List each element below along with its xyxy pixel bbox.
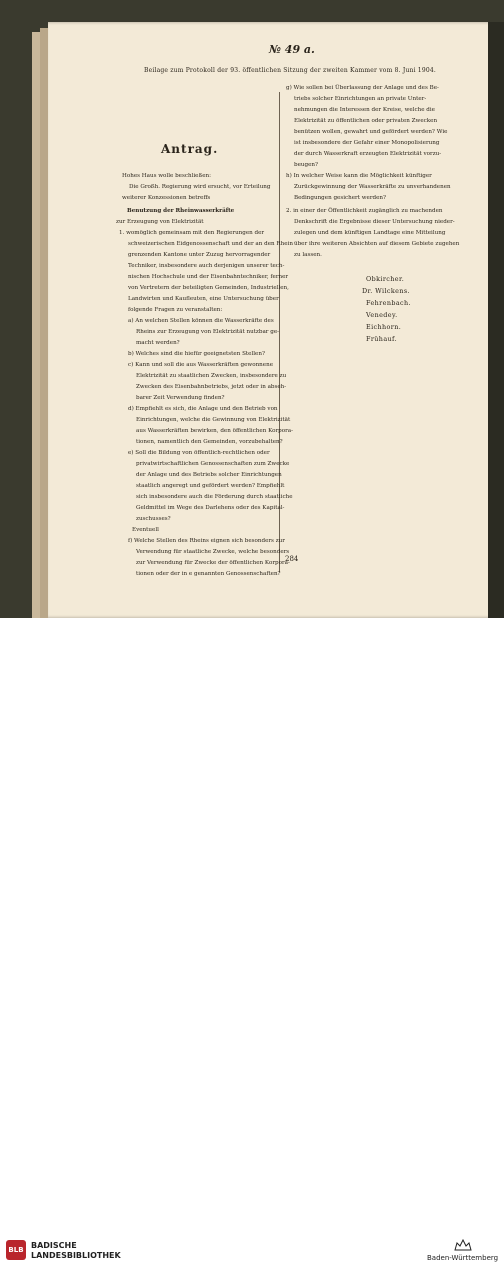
text-line: Geldmittel im Wege des Darlehens oder des Kapital- (136, 505, 285, 511)
signature-line: Fehrenbach. (366, 299, 411, 307)
text-line: h) In welcher Weise kann die Möglichkeit künftiger (286, 173, 432, 179)
text-line: zur Verwendung für Zwecke der öffentlichen Korpora- (136, 560, 290, 566)
text-line: 2. in einer der Öffentlichkeit zugänglich zu machenden (286, 208, 443, 214)
text-line: Rheins zur Erzeugung von Elektrizität nutzbar ge- (136, 329, 280, 335)
text-line: Eventuell (132, 527, 159, 533)
text-line: tionen oder der in e genannten Genossenschaften? (136, 571, 281, 577)
blb-logo[interactable] (6, 1240, 26, 1260)
library-name-line2: LANDESBIBLIOTHEK (31, 1251, 121, 1260)
text-line: der durch Wasserkraft erzeugten Elektrizität vorzu- (294, 151, 442, 157)
text-line: nehmungen die Interessen der Kreise, welche die (294, 107, 435, 113)
text-line: Techniker, insbesondere auch derjenigen unserer tech- (128, 263, 285, 269)
text-line: c) Kann und soll die aus Wasserkräften gewonnene (128, 362, 273, 368)
text-line: grenzenden Kantone unter Zuzug hervorragender (128, 252, 271, 258)
text-line: Hohes Haus wolle beschließen: (122, 173, 212, 179)
signature-line: Eichhorn. (366, 323, 402, 331)
page-number: 284 (285, 555, 299, 563)
text-line: e) Soll die Bildung von öffentlich-rechtlichen oder (128, 450, 270, 456)
text-line: a) An welchen Stellen können die Wasserkräfte des (128, 318, 274, 324)
text-line: 1. womöglich gemeinsam mit den Regierungen der (119, 230, 265, 236)
text-line: benützen wollen, gewahrt und gefördert werden? Wie (294, 129, 448, 135)
text-line: zu lassen. (294, 252, 322, 258)
scan-background-edge (488, 22, 504, 618)
text-line: f) Welche Stellen des Rheins eignen sich besonders zur (128, 538, 285, 544)
signature-line: Venedey. (366, 311, 398, 319)
text-line: von Vertretern der beteiligten Gemeinden, Industriellen, (128, 285, 289, 291)
text-line: zulegen und dem künftigen Landtage eine Mitteilung (294, 230, 446, 236)
text-line: Elektrizität zu öffentlichen oder privaten Zwecken (294, 118, 438, 124)
library-name-line1: BADISCHE (31, 1241, 77, 1250)
scanned-page-photo (0, 0, 504, 618)
text-line: Einrichtungen, welche die Gewinnung von Elektrizität (136, 417, 291, 423)
text-line: Elektrizität zu staatlichen Zwecken, insbesondere zu (136, 373, 287, 379)
text-line: nischen Hochschule und der Eisenbahntechniker, ferner (128, 274, 289, 280)
text-line: zur Erzeugung von Elektrizität (116, 219, 204, 225)
text-line: macht werden? (136, 340, 180, 346)
signature-line: Dr. Wilckens. (362, 287, 410, 295)
footer-bar (0, 618, 504, 1262)
signature-line: Frühauf. (366, 335, 398, 343)
text-line: Zwecken des Eisenbahnbetriebs, jetzt oder in abseh- (136, 384, 287, 390)
motion-title: Antrag. (161, 142, 219, 156)
text-line: beugen? (294, 162, 318, 168)
text-line: ist insbesondere der Gefahr einer Monopolisierung (294, 140, 440, 146)
text-line: Verwendung für staatliche Zwecke, welche besonders (136, 549, 290, 555)
text-line: zuschusses? (136, 516, 171, 522)
text-line: b) Welches sind die hiefür geeignetsten Stellen? (128, 351, 265, 357)
text-line: Landwirten und Kaufleuten, eine Untersuchung über (128, 296, 279, 302)
blb-logo-text: BLB (8, 1246, 24, 1254)
text-line: über ihre weiteren Absichten auf diesem Gebiete zugehen (294, 241, 460, 247)
text-line: Bedingungen gesichert werden? (294, 195, 387, 201)
text-line: tionen, namentlich den Gemeinden, vorzubehalten? (136, 439, 283, 445)
text-line: aus Wasserkräften bewirken, den öffentlichen Korpora- (136, 428, 294, 434)
document-subheading: Beilage zum Protokoll der 93. öffentlichen Sitzung der zweiten Kammer vom 8. Juni 1904. (144, 67, 436, 74)
signature-line: Obkircher. (366, 275, 405, 283)
text-line: staatlich angeregt und gefördert werden? Empfiehlt (136, 483, 285, 489)
text-line: der Anlage und des Betriebs solcher Einrichtungen (136, 472, 282, 478)
text-line: Die Großh. Regierung wird ersucht, vor Erteilung (129, 184, 271, 190)
text-line: schweizerischen Eidgenossenschaft und der an den Rhein (128, 241, 293, 247)
document-page (48, 22, 504, 618)
text-line: weiterer Konzessionen betreffs (122, 195, 211, 201)
document-number: № 49 a. (269, 43, 315, 56)
text-line: g) Wie sollen bei Überlassung der Anlage und des Be- (286, 85, 439, 91)
text-line: Benutzung der Rheinwasserkräfte (127, 208, 235, 214)
text-line: Zurückgewinnung der Wasserkräfte zu unverhandenen (294, 184, 451, 190)
text-line: privatwirtschaftlichen Genossenschaften zum Zwecke (136, 461, 290, 467)
text-line: barer Zeit Verwendung finden? (136, 395, 225, 401)
text-line: Denkschrift die Ergebnisse dieser Untersuchung nieder- (294, 219, 455, 225)
text-line: sich insbesondere auch die Förderung durch staatliche (136, 494, 293, 500)
bw-lion-emblem-icon (452, 1238, 474, 1251)
library-name[interactable] (31, 1241, 121, 1261)
text-line: triebs solcher Einrichtungen an private Unter- (294, 96, 427, 102)
text-line: folgende Fragen zu veranstalten: (128, 307, 223, 313)
text-line: d) Empfiehlt es sich, die Anlage und den Betrieb von (128, 406, 278, 412)
partner-name[interactable]: Baden-Württemberg (427, 1254, 499, 1262)
